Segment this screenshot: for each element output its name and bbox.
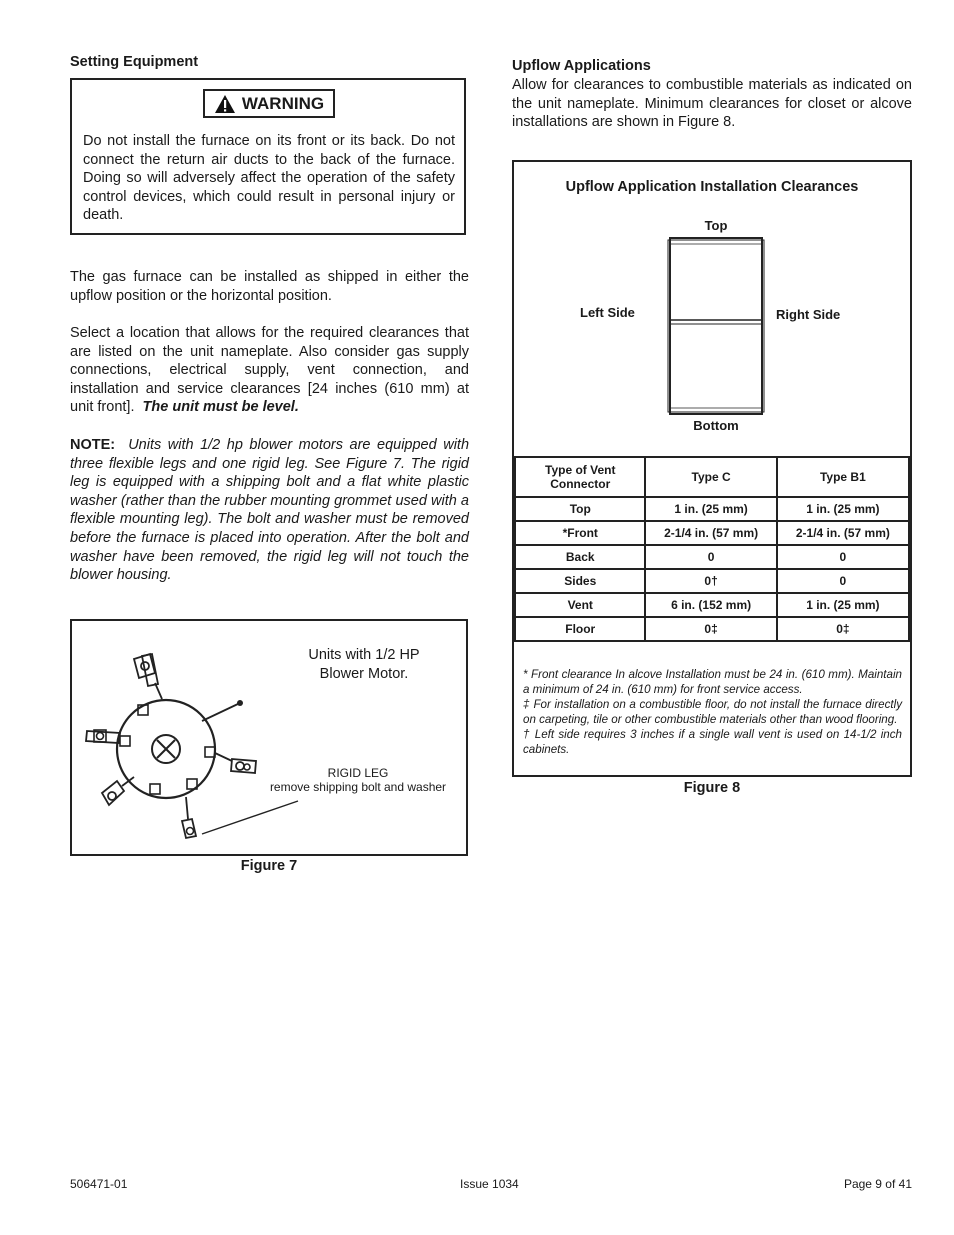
diagram-top-label: Top [704, 218, 728, 233]
warning-badge [203, 89, 335, 118]
figure-7-box [70, 619, 468, 856]
rigid-leg-label: RIGID LEG [327, 766, 389, 780]
type-b1-value: 1 in. (25 mm) [777, 593, 909, 617]
units-label-line2: Blower Motor. [319, 666, 409, 682]
note-label: NOTE: [70, 437, 116, 453]
figure-7-caption: Figure 7 [240, 858, 298, 874]
header-vent-connector: Type of Vent Connector [515, 457, 645, 497]
left-side-note: † Left side requires 3 inches if a single wall vent is used on 14-1/2 inch cabinets. [523, 728, 902, 756]
figure-8-title: Upflow Application Installation Clearances [565, 179, 859, 195]
diagram-left-side-label: Left Side [580, 305, 635, 320]
footer-doc-number: 506471-01 [70, 1177, 128, 1191]
clearance-table [514, 456, 910, 642]
clearance-table-header [515, 457, 909, 497]
rigid-leg-callout [258, 766, 458, 794]
figure-8-box [512, 160, 912, 777]
table-row [515, 569, 909, 593]
row-label: Sides [515, 569, 645, 593]
footer-issue: Issue 1034 [460, 1177, 519, 1191]
upflow-paragraph: Allow for clearances to combustible materials as indicated on the unit nameplate. Minimum clearances for closet or alcove installations are shown in Figure 8. [512, 77, 912, 131]
table-row [515, 593, 909, 617]
type-c-value: 0‡ [645, 617, 776, 641]
table-row [515, 545, 909, 569]
type-c-value: 2-1/4 in. (57 mm) [645, 521, 776, 545]
setting-equipment-heading: Setting Equipment [70, 54, 199, 70]
header-type-b1: Type B1 [777, 457, 909, 497]
header-type-c: Type C [645, 457, 776, 497]
type-b1-value: 1 in. (25 mm) [777, 497, 909, 521]
row-label: Vent [515, 593, 645, 617]
diagram-right-side-label: Right Side [776, 307, 841, 322]
table-row [515, 617, 909, 641]
units-label-line1: Units with 1/2 HP [308, 647, 420, 663]
type-b1-value: 0‡ [777, 617, 909, 641]
unit-level-emphasis: The unit must be level. [142, 399, 299, 416]
diagram-bottom-label: Bottom [693, 418, 739, 433]
row-label: Floor [515, 617, 645, 641]
front-clearance-note: * Front clearance In alcove Installation must be 24 in. (610 mm). Maintain a minimum of 24 in. (610 mm) for front service access. [523, 668, 902, 696]
type-c-value: 0† [645, 569, 776, 593]
footer-page-number: Page 9 of 41 [843, 1177, 912, 1191]
note-text: Units with 1/2 hp blower motors are equipped with three flexible legs and one rigid leg. See Figure 7. The rigid leg is equipped with a shipping bolt and a flat white plastic washer (rather than the rubber mounting grommet used with a flexible mounting leg). The bolt and washer must be removed before the furnace is placed into operation. After the bolt and washer have been removed, the rigid leg will not touch the blower housing. [70, 437, 470, 584]
upflow-applications-heading: Upflow Applications [512, 58, 651, 74]
type-b1-value: 0 [777, 569, 909, 593]
type-b1-value: 2-1/4 in. (57 mm) [777, 521, 909, 545]
figure-8-caption: Figure 8 [683, 780, 741, 796]
type-c-value: 6 in. (152 mm) [645, 593, 776, 617]
paragraph-location [70, 324, 469, 417]
row-label: Top [515, 497, 645, 521]
location-text: Select a location that allows for the required clearances that are listed on the unit nameplate. Also consider gas supply connections, electrical supply, vent connection, and installation and service clearances [24 inches (610 mm) at unit front]. [70, 325, 469, 416]
row-label: Back [515, 545, 645, 569]
rigid-leg-note: remove shipping bolt and washer [269, 780, 447, 794]
units-half-hp-label [304, 646, 424, 684]
note-paragraph [70, 436, 469, 585]
furnace-cabinet-diagram [664, 234, 768, 418]
type-b1-value: 0 [777, 545, 909, 569]
table-row [515, 521, 909, 545]
type-c-value: 1 in. (25 mm) [645, 497, 776, 521]
paragraph-install-position: The gas furnace can be installed as shipped in either the upflow position or the horizontal position. [70, 269, 469, 304]
warning-label: WARNING [241, 93, 325, 113]
warning-text: Do not install the furnace on its front or its back. Do not connect the return air ducts to the back of the furnace. Doing so will adversely affect the operation of the safety control devices, which could result in personal injury or death. [83, 133, 455, 224]
type-c-value: 0 [645, 545, 776, 569]
warning-triangle-icon [214, 94, 236, 114]
combustible-floor-note: ‡ For installation on a combustible floor, do not install the furnace directly on carpeting, tile or other combustible materials other than wood flooring. [523, 698, 902, 726]
table-row [515, 497, 909, 521]
figure-8-notes [523, 667, 902, 757]
row-label: *Front [515, 521, 645, 545]
warning-box [70, 78, 466, 235]
